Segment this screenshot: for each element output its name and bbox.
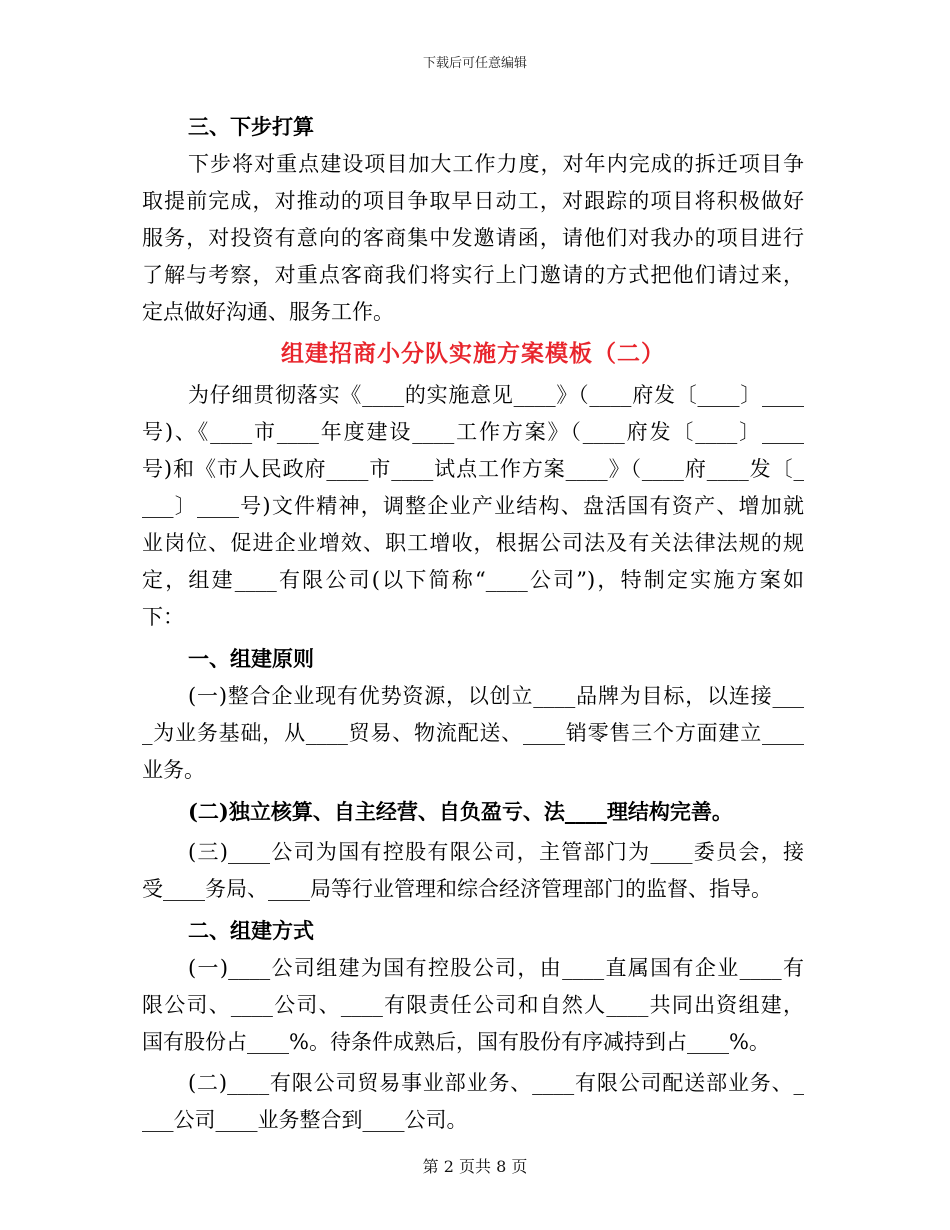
paragraph-line: (三)____公司为国有控股有限公司，主管部门为____委员会，接 [188, 840, 804, 864]
paragraph-line-bold: (二)独立核算、自主经营、自负盈亏、法____理结构完善。 [188, 799, 733, 824]
paragraph-line: 业岗位、促进企业增效、职工增收，根据公司法及有关法律法规的规 [142, 531, 804, 555]
paragraph-line: 国有股份占____%。待条件成熟后，国有股份有序减持到占____%。 [142, 1030, 770, 1054]
paragraph-line: 定点做好沟通、服务工作。 [142, 300, 394, 324]
page-header: 下载后可任意编辑 [422, 56, 527, 71]
paragraph-line: ___公司____业务整合到____公司。 [142, 1108, 468, 1132]
paragraph-line: 号)和《市人民政府____市____试点工作方案____》（____府____发〔_ [142, 457, 804, 481]
paragraph-line: 受____务局、____局等行业管理和综合经济管理部门的监督、指导。 [142, 877, 772, 901]
paragraph-line: 服务，对投资有意向的客商集中发邀请函，请他们对我办的项目进行 [142, 226, 804, 250]
paragraph-line: 取提前完成，对推动的项目争取早日动工，对跟踪的项目将积极做好 [142, 189, 804, 213]
paragraph-line: 定，组建____有限公司(以下简称“____公司”)，特制定实施方案如 [142, 568, 804, 592]
paragraph-line: (一)____公司组建为国有控股公司，由____直属国有企业____有 [188, 956, 804, 980]
paragraph-line: 为仔细贯彻落实《____的实施意见____》（____府发〔____〕____ [188, 383, 804, 407]
paragraph-line: 下步将对重点建设项目加大工作力度，对年内完成的拆迁项目争 [188, 152, 804, 176]
paragraph-line: 限公司、____公司、____有限责任公司和自然人____共同出资组建， [142, 993, 804, 1017]
section-heading-plan: 三、下步打算 [188, 114, 314, 139]
paragraph-line: ___〕____号)文件精神，调整企业产业结构、盘活国有资产、增加就 [142, 494, 804, 518]
paragraph-line: 了解与考察，对重点客商我们将实行上门邀请的方式把他们请过来， [142, 263, 804, 287]
paragraph-line: 业务。 [142, 758, 205, 782]
paragraph-line: (二)____有限公司贸易事业部业务、____有限公司配送部业务、_ [188, 1071, 804, 1095]
paragraph-line: (一)整合企业现有优势资源，以创立____品牌为目标，以连接___ [188, 684, 804, 708]
paragraph-line: 下： [142, 605, 184, 629]
document-title: 组建招商小分队实施方案模板（二） [281, 340, 665, 367]
document-body [142, 108, 804, 1139]
paragraph-line: 号)、《____市____年度建设____工作方案》（____府发〔____〕____ [142, 420, 804, 444]
paragraph-line: _为业务基础，从____贸易、物流配送、____销零售三个方面建立____ [142, 721, 804, 745]
section-heading-principles: 一、组建原则 [188, 646, 314, 671]
section-heading-method: 二、组建方式 [188, 918, 314, 943]
page-footer: 第 2 页共 8 页 [422, 1157, 528, 1176]
